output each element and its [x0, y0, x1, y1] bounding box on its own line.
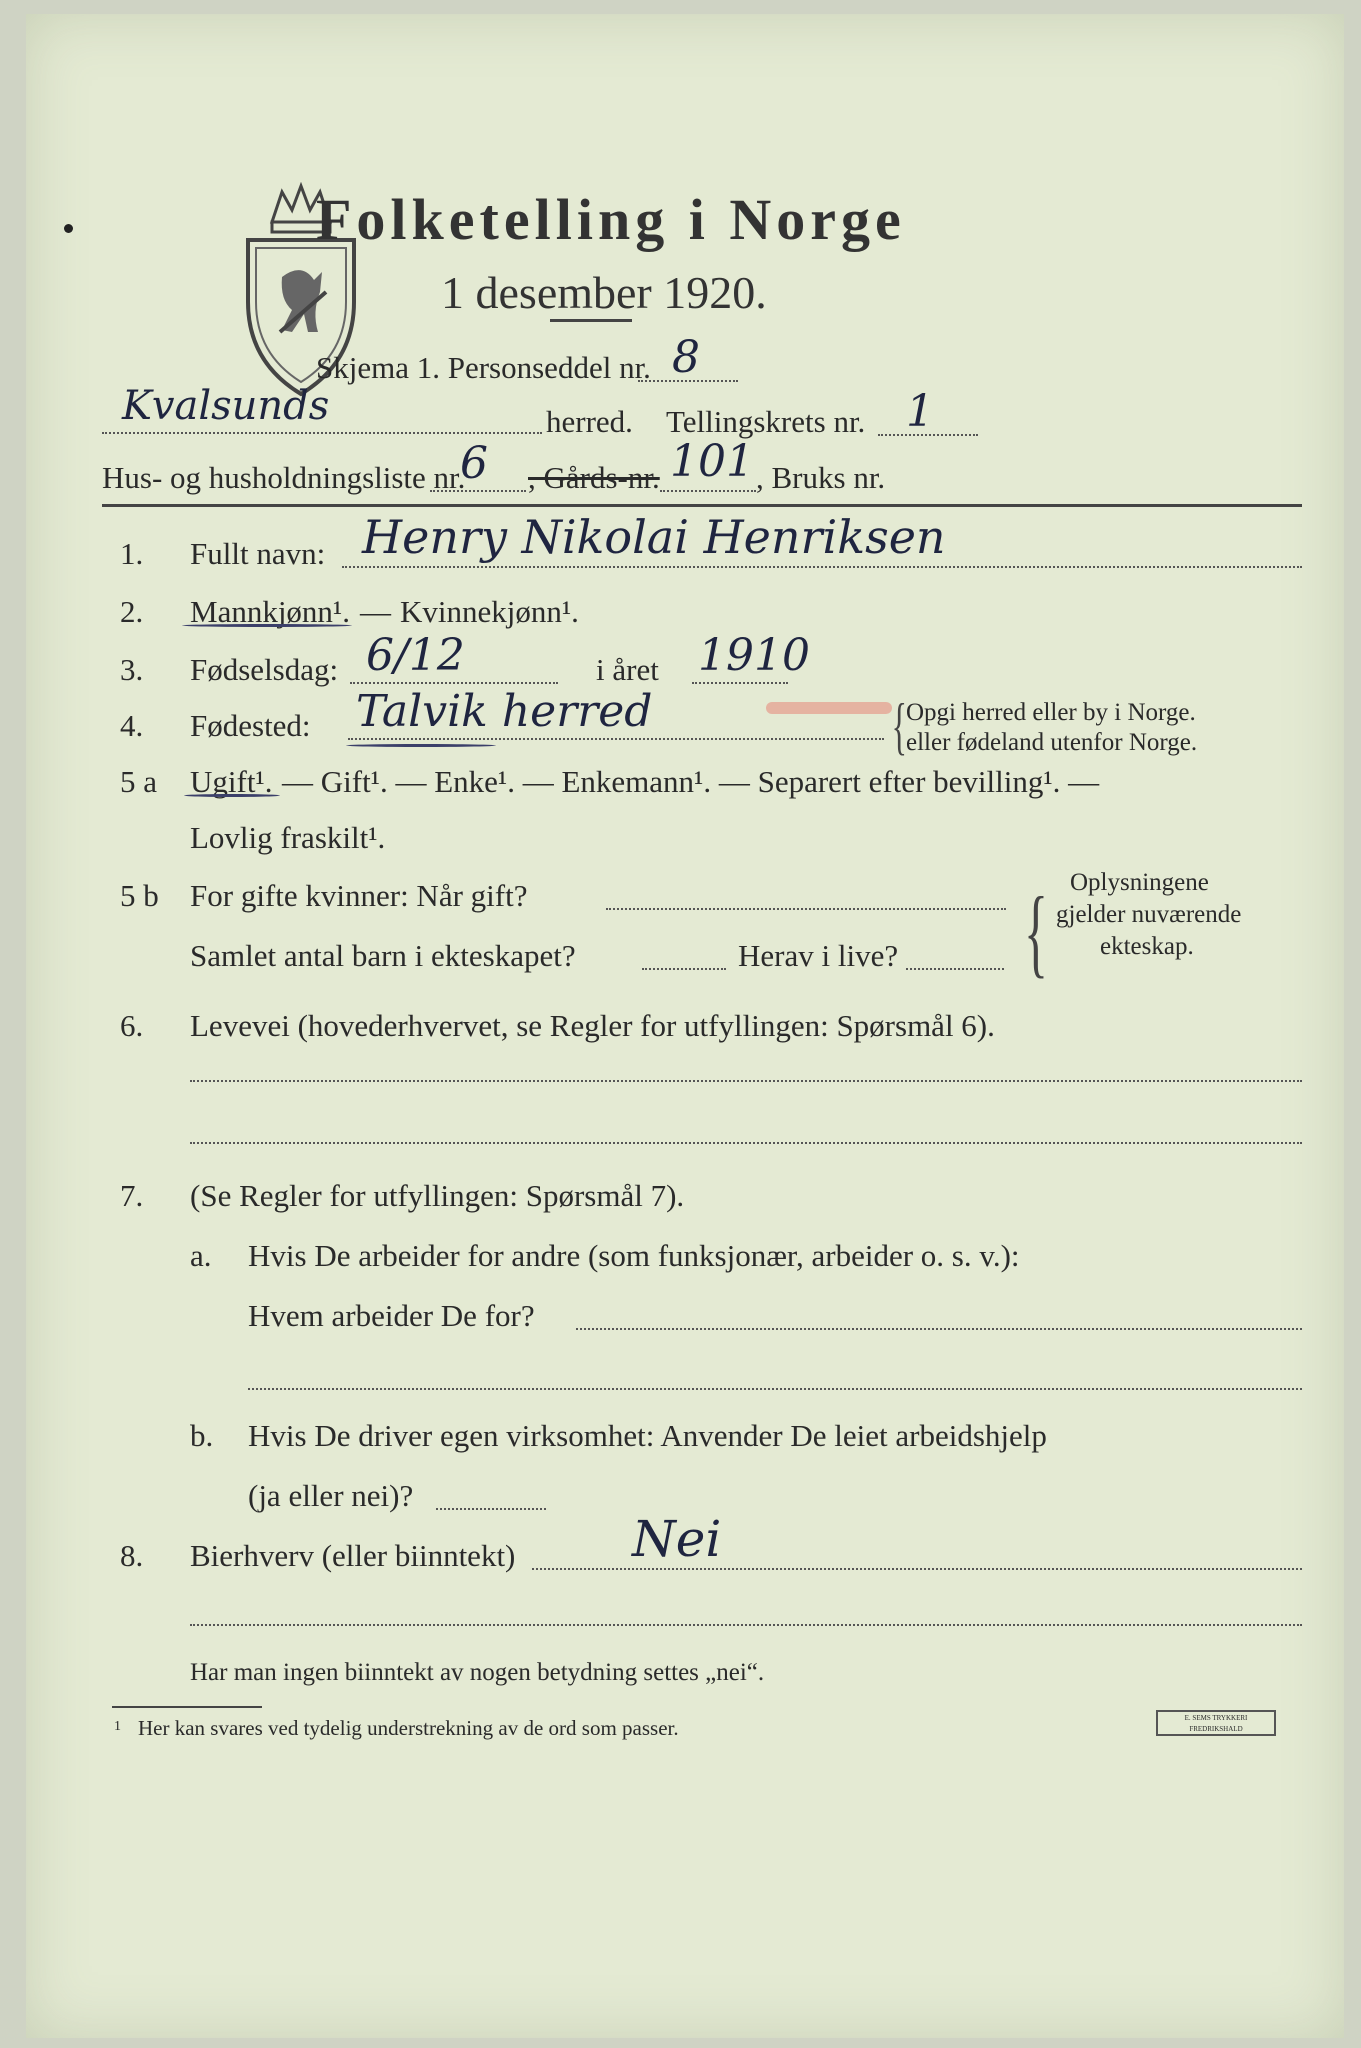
q7a-letter: a.	[190, 1238, 212, 1273]
q4-label: Fødested:	[190, 708, 311, 743]
husliste-line	[430, 490, 526, 492]
alive-line	[906, 968, 1004, 970]
birthplace-line	[348, 738, 884, 740]
q4-number: 4.	[120, 708, 144, 743]
tellingskrets-label: Tellingskrets nr.	[666, 404, 866, 439]
q5a-number: 5 a	[120, 764, 158, 799]
census-form	[26, 14, 1344, 2038]
census-date: 1 desember 1920.	[441, 267, 767, 318]
q7a-text: Hvis De arbeider for andre (som funksjonær, arbeider o. s. v.):	[248, 1238, 1020, 1273]
personseddel-number: 8	[672, 332, 700, 383]
q2-separator: —	[360, 594, 391, 629]
married-line	[606, 908, 1006, 910]
tellingskrets-value: 1	[906, 386, 934, 437]
q7-label: (Se Regler for utfyllingen: Spørsmål 7).	[190, 1178, 685, 1213]
q7a-question: Hvem arbeider De for?	[248, 1298, 535, 1333]
q5b-label1: For gifte kvinner: Når gift?	[190, 878, 528, 913]
q1-line	[342, 566, 1302, 568]
gaards-line	[660, 490, 756, 492]
ink-dot	[64, 224, 73, 233]
footnote-rule	[112, 1706, 262, 1708]
q5a-ugift: Ugift¹.	[190, 764, 273, 799]
q6-line2	[190, 1142, 1302, 1144]
title-divider	[550, 319, 632, 322]
printer-stamp: E. SEMS TRYKKERI FREDRIKSHALD	[1156, 1710, 1276, 1736]
q4-brace: {	[891, 690, 908, 761]
q4-note2: eller fødeland utenfor Norge.	[906, 729, 1198, 756]
q8-line	[532, 1568, 1302, 1570]
q7b-letter: b.	[190, 1418, 214, 1453]
gaards-label: , Gårds-nr.	[528, 460, 660, 495]
q5b-note1: Oplysningene	[1070, 869, 1209, 896]
q8-label: Bierhverv (eller biinntekt)	[190, 1538, 516, 1573]
q5b-note3: ekteskap.	[1100, 933, 1194, 960]
year-line	[692, 682, 788, 684]
q1-number: 1.	[120, 536, 144, 571]
header-rule	[102, 504, 1302, 507]
bruks-label: , Bruks nr.	[756, 460, 886, 495]
gaards-value: 101	[670, 436, 754, 487]
form-title: Folketelling i Norge	[316, 187, 906, 252]
skjema-label: Skjema 1. Personseddel nr.	[316, 350, 651, 385]
birthplace-underline	[346, 744, 496, 747]
birth-year-value: 1910	[698, 630, 810, 681]
aar-label: i året	[596, 652, 659, 687]
birthplace-value: Talvik herred	[356, 686, 653, 737]
q2-number: 2.	[120, 594, 144, 629]
q5b-label2: Samlet antal barn i ekteskapet?	[190, 938, 576, 973]
q5a-options: — Gift¹. — Enke¹. — Enkemann¹. — Separert efter bevilling¹. —	[282, 764, 1100, 799]
q3-label: Fødselsdag:	[190, 652, 339, 687]
q2-kvinne: Kvinnekjønn¹.	[400, 594, 579, 629]
footnote-text: Her kan svares ved tydelig understrekning av de ord som passer.	[138, 1716, 679, 1740]
herred-line	[102, 432, 542, 434]
birthday-value: 6/12	[366, 630, 465, 681]
q5b-note2: gjelder nuværende	[1056, 901, 1242, 928]
q7b-text: Hvis De driver egen virksomhet: Anvender De leiet arbeidshjelp	[248, 1418, 1047, 1453]
q5a-line2: Lovlig fraskilt¹.	[190, 820, 386, 855]
birthday-line	[350, 682, 558, 684]
q6-line1	[190, 1080, 1302, 1082]
q6-label: Levevei (hovederhvervet, se Regler for utfyllingen: Spørsmål 6).	[190, 1008, 995, 1043]
full-name-value: Henry Nikolai Henriksen	[362, 510, 946, 564]
q7-number: 7.	[120, 1178, 144, 1213]
q5b-label3: Herav i live?	[738, 938, 899, 973]
q5b-number: 5 b	[120, 878, 159, 913]
ugift-underline	[184, 794, 280, 797]
husliste-label: Hus- og husholdningsliste nr.	[102, 460, 466, 495]
red-pencil-mark	[766, 702, 892, 714]
q7b-question: (ja eller nei)?	[248, 1478, 414, 1513]
q4-note1: Opgi herred eller by i Norge.	[906, 699, 1196, 726]
q8-number: 8.	[120, 1538, 144, 1573]
mann-underline	[182, 624, 352, 627]
q2-mann: Mannkjønn¹.	[190, 594, 350, 629]
footnote-number: 1	[114, 1719, 121, 1734]
herred-label: herred.	[546, 404, 633, 439]
q7b-line	[436, 1508, 546, 1510]
employer-line2	[248, 1388, 1302, 1390]
q1-label: Fullt navn:	[190, 536, 326, 571]
children-line	[642, 968, 726, 970]
herred-value: Kvalsunds	[122, 383, 330, 429]
bierhverv-value: Nei	[632, 1510, 722, 1568]
employer-line1	[576, 1328, 1302, 1330]
footer-note: Har man ingen biinntekt av nogen betydning settes „nei“.	[190, 1659, 765, 1686]
q8-line2	[190, 1624, 1302, 1626]
q6-number: 6.	[120, 1008, 144, 1043]
q5b-brace: {	[1024, 876, 1048, 987]
husliste-value: 6	[460, 438, 488, 489]
q3-number: 3.	[120, 652, 144, 687]
